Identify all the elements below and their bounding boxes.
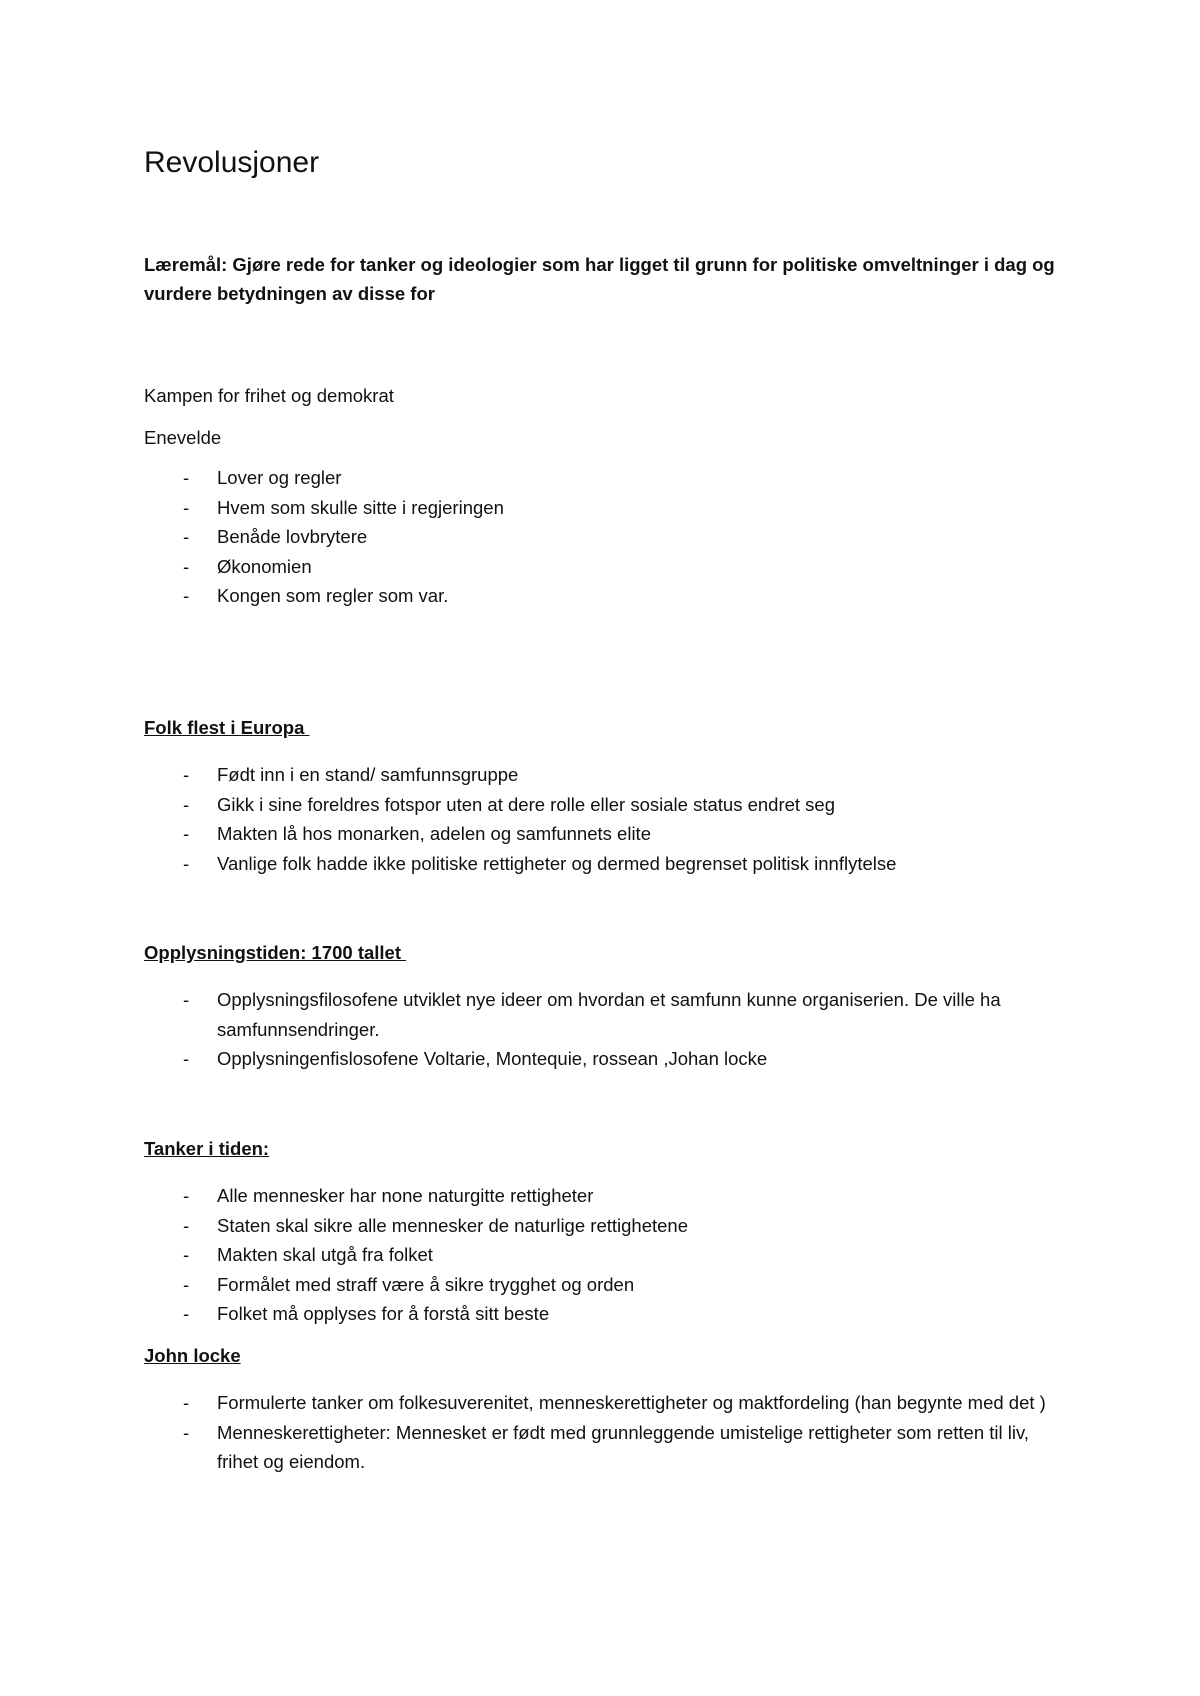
opplysningstiden-list [144, 985, 1064, 1074]
intro-paragraph: Kampen for frihet og demokrat [144, 385, 394, 406]
list-item: - Økonomien [144, 552, 1064, 582]
bullet-dash: - [183, 989, 190, 1010]
bullet-dash: - [183, 1303, 190, 1324]
bullet-dash: - [183, 852, 190, 874]
list-item: - Gikk i sine foreldres fotspor uten at dere rolle eller sosiale status endret seg [144, 790, 1064, 820]
enevelde-list [144, 463, 1064, 611]
bullet-dash: - [183, 585, 190, 606]
bullet-dash: - [183, 1214, 190, 1236]
bullet-dash: - [183, 1392, 190, 1413]
bullet-dash: - [183, 1048, 190, 1069]
section-heading-tanker-i-tiden: Tanker i tiden: [144, 1138, 270, 1159]
list-item: - Født inn i en stand/ samfunnsgruppe [144, 760, 1064, 790]
list-item: - Formulerte tanker om folkesuverenitet, menneskerettigheter og maktfordeling (han begynte med det ) [144, 1388, 1064, 1418]
document-title: Revolusjoner [144, 146, 320, 179]
bullet-dash: - [183, 823, 190, 844]
list-item: - Lover og regler [144, 463, 1064, 493]
section-heading-opplysningstiden: Opplysningstiden: 1700 tallet [144, 942, 407, 963]
john-locke-list [144, 1388, 1064, 1477]
list-item: - Opplysningenfislosofene Voltarie, Montequie, rossean ,Johan locke [144, 1044, 1064, 1074]
bullet-dash: - [183, 496, 190, 518]
list-item: - Staten skal sikre alle mennesker de naturlige rettighetene [144, 1211, 1064, 1241]
list-item: - Makten lå hos monarken, adelen og samfunnets elite [144, 819, 1064, 849]
learning-goal: Læremål: Gjøre rede for tanker og ideologier som har ligget til grunn for politiske omveltninger i dag og vurdere betydningen av disse for [144, 254, 1055, 304]
bullet-dash: - [183, 1421, 190, 1443]
list-item: - Alle mennesker har none naturgitte rettigheter [144, 1181, 1064, 1211]
list-item: - Folket må opplyses for å forstå sitt beste [144, 1299, 1064, 1329]
list-item: - Hvem som skulle sitte i regjeringen [144, 493, 1064, 523]
list-item: - Benåde lovbrytere [144, 522, 1064, 552]
list-item: - Menneskerettigheter: Mennesket er født med grunnleggende umistelige rettigheter som retten til liv, frihet og eiendom. [144, 1418, 1064, 1477]
section-heading-john-locke: John locke [144, 1345, 241, 1366]
folk-flest-list [144, 760, 1064, 878]
list-item: - Formålet med straff være å sikre trygghet og orden [144, 1270, 1064, 1300]
bullet-dash: - [183, 526, 190, 547]
list-item: - Vanlige folk hadde ikke politiske rettigheter og dermed begrenset politisk innflytelse [144, 849, 1064, 879]
bullet-dash: - [183, 1244, 190, 1265]
section-heading-folk-flest: Folk flest i Europa [144, 717, 310, 738]
list-item: - Opplysningsfilosofene utviklet nye ideer om hvordan et samfunn kunne organiserien. De ville ha samfunnsendringer. [144, 985, 1064, 1044]
bullet-dash: - [183, 793, 190, 815]
list-item: - Kongen som regler som var. [144, 581, 1064, 611]
bullet-dash: - [183, 1185, 190, 1206]
list-item: - Makten skal utgå fra folket [144, 1240, 1064, 1270]
bullet-dash: - [183, 467, 190, 488]
bullet-dash: - [183, 764, 190, 785]
enevelde-label: Enevelde [144, 427, 222, 448]
bullet-dash: - [183, 555, 190, 577]
tanker-i-tiden-list [144, 1181, 1064, 1329]
bullet-dash: - [183, 1273, 190, 1295]
